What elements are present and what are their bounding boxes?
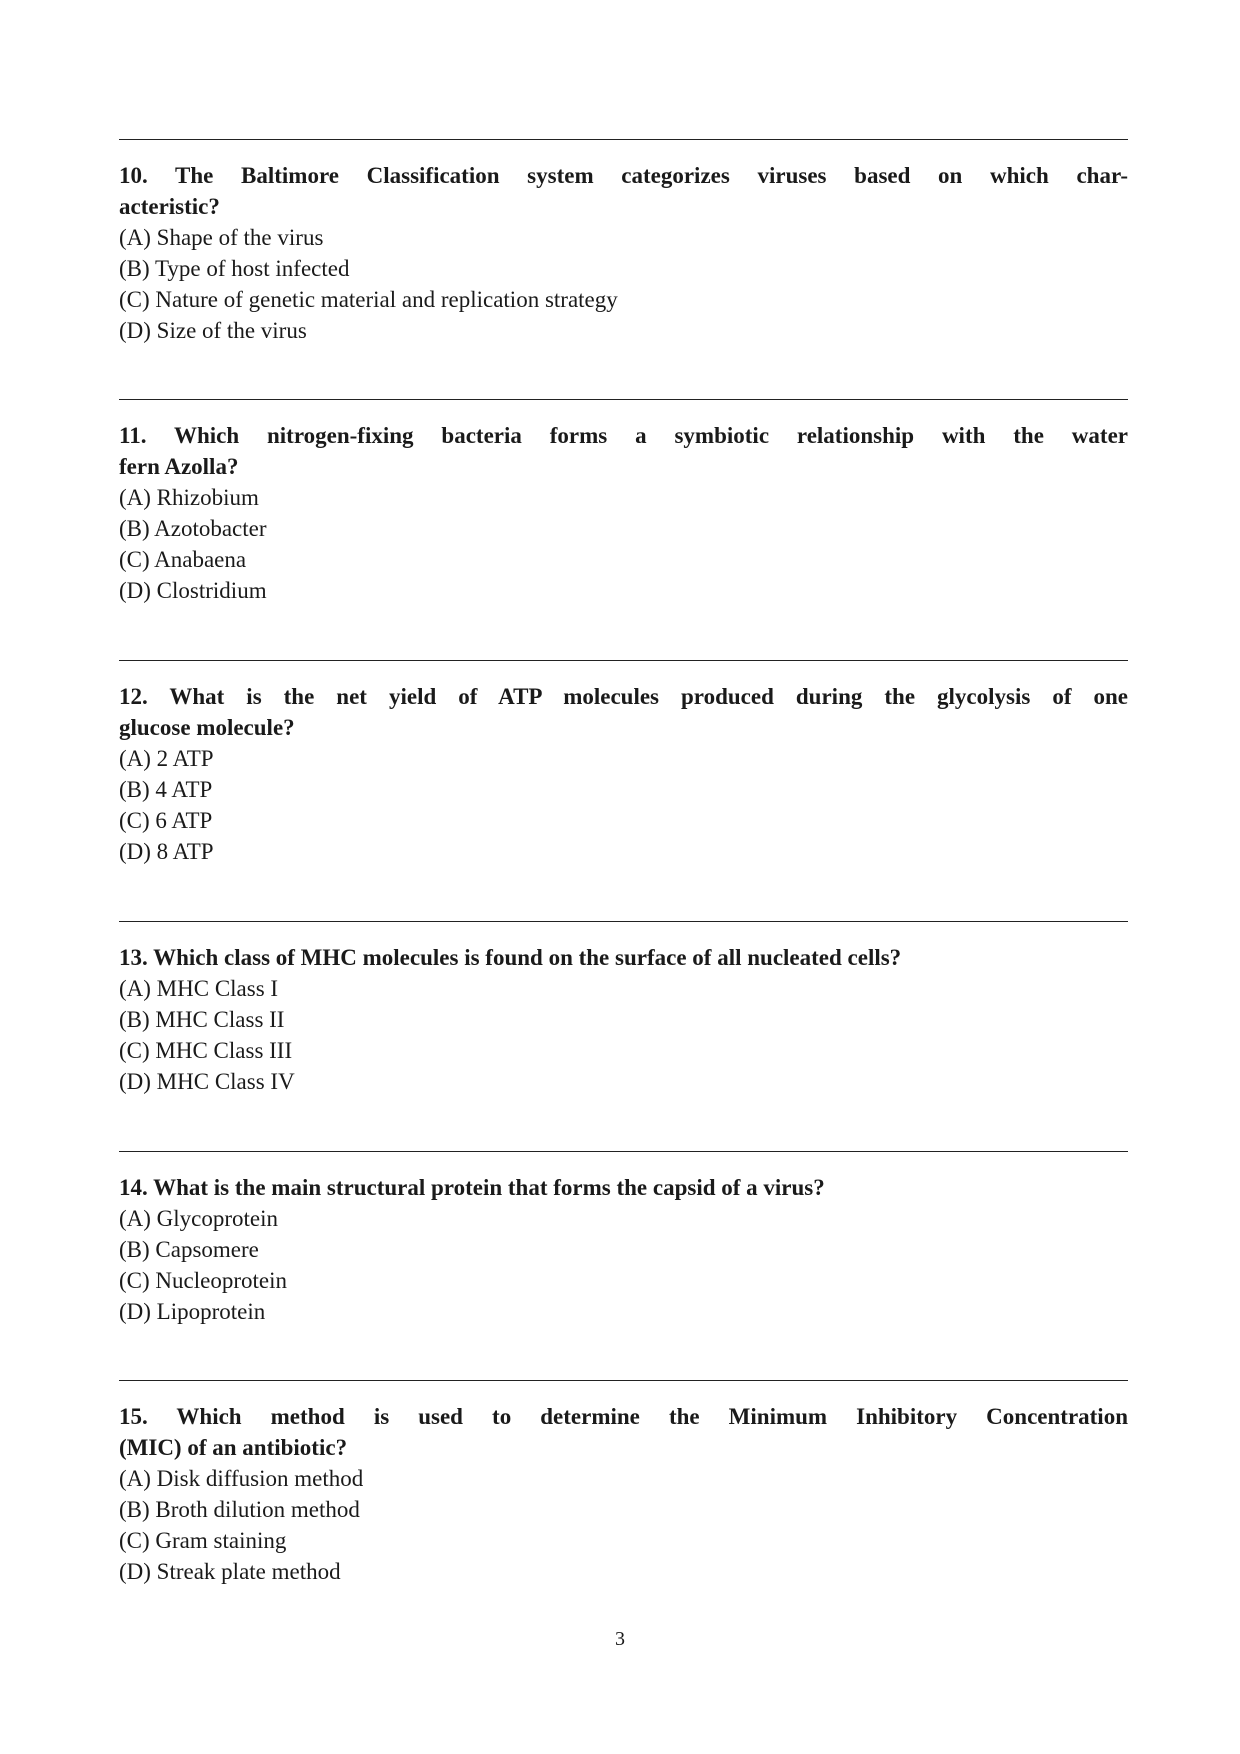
question-text — [119, 1172, 1128, 1203]
answer-option: (C) MHC Class III — [119, 1038, 293, 1063]
question-block — [119, 660, 1128, 867]
divider — [119, 1151, 1128, 1152]
divider — [119, 1380, 1128, 1381]
question-line: acteristic? — [119, 194, 220, 219]
answer-option: (B) Azotobacter — [119, 516, 267, 541]
answer-option: (D) Streak plate method — [119, 1559, 341, 1584]
answer-option: (C) Gram staining — [119, 1528, 287, 1553]
question-text — [119, 420, 1128, 482]
question-line: glucose molecule? — [119, 715, 295, 740]
page-number: 3 — [615, 1628, 625, 1650]
question-text — [119, 681, 1128, 743]
question-block — [119, 921, 1128, 1097]
question-line: (MIC) of an antibiotic? — [119, 1435, 348, 1460]
answer-option: (A) 2 ATP — [119, 746, 214, 771]
answer-option: (C) Nucleoprotein — [119, 1268, 287, 1293]
question-line: 14. What is the main structural protein that forms the capsid of a virus? — [119, 1175, 825, 1200]
divider — [119, 399, 1128, 400]
answer-option: (D) MHC Class IV — [119, 1069, 295, 1094]
question-block — [119, 399, 1128, 606]
answer-option: (B) Capsomere — [119, 1237, 259, 1262]
question-line: 13. Which class of MHC molecules is found on the surface of all nucleated cells? — [119, 945, 902, 970]
answer-option: (C) Nature of genetic material and replication strategy — [119, 287, 618, 312]
answer-option: (D) Lipoprotein — [119, 1299, 266, 1324]
question-text — [119, 942, 1128, 973]
question-block — [119, 1380, 1128, 1587]
answer-option: (C) Anabaena — [119, 547, 247, 572]
answer-option: (A) MHC Class I — [119, 976, 279, 1001]
answer-option: (A) Shape of the virus — [119, 225, 324, 250]
answer-option: (C) 6 ATP — [119, 808, 213, 833]
question-line: fern Azolla? — [119, 454, 239, 479]
answer-option: (A) Disk diffusion method — [119, 1466, 364, 1491]
question-text — [119, 160, 1128, 222]
answer-option: (A) Rhizobium — [119, 485, 259, 510]
question-line: 12. What is the net yield of ATP molecules produced during the glycolysis of one — [119, 684, 1128, 709]
question-line: 11. Which nitrogen-fixing bacteria forms a symbiotic relationship with the water — [119, 423, 1128, 448]
answer-option: (B) Type of host infected — [119, 256, 350, 281]
divider — [119, 921, 1128, 922]
answer-option: (B) 4 ATP — [119, 777, 213, 802]
question-text — [119, 1401, 1128, 1463]
answer-option: (D) 8 ATP — [119, 839, 214, 864]
question-line: 15. Which method is used to determine the Minimum Inhibitory Concentration — [119, 1404, 1128, 1429]
divider — [119, 139, 1128, 140]
answer-option: (B) Broth dilution method — [119, 1497, 360, 1522]
answer-option: (D) Clostridium — [119, 578, 267, 603]
answer-option: (A) Glycoprotein — [119, 1206, 279, 1231]
divider — [119, 660, 1128, 661]
question-block — [119, 139, 1128, 346]
question-line: 10. The Baltimore Classification system categorizes viruses based on which char- — [119, 163, 1128, 188]
answer-option: (B) MHC Class II — [119, 1007, 285, 1032]
answer-option: (D) Size of the virus — [119, 318, 307, 343]
question-block — [119, 1151, 1128, 1327]
